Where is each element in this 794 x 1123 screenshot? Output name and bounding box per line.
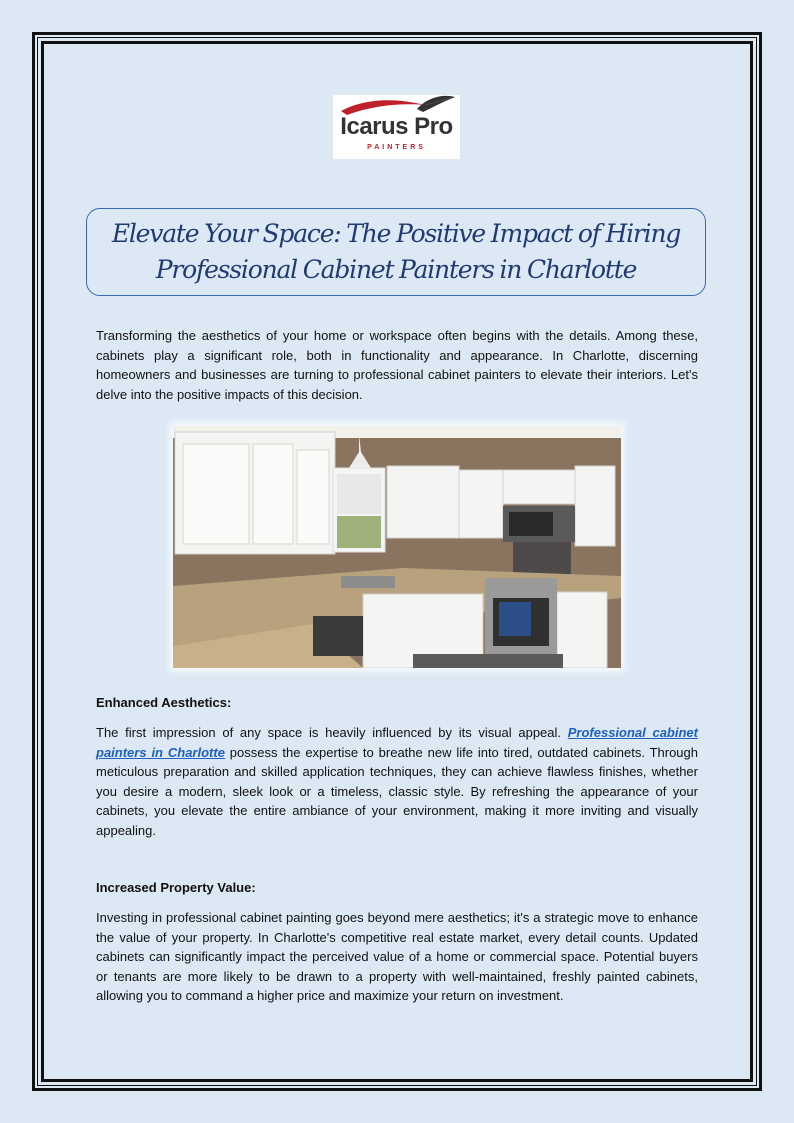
intro-paragraph: Transforming the aesthetics of your home or workspace often begins with the details. Among these, cabinets play a significant role, both in functionality and appearance. In Charlotte, discerning homeowners and businesses are turning to professional cabinet painters to elevate their interiors. Let's delve into the positive impacts of this decision. [96,328,698,402]
section-paragraph-property-value: Investing in professional cabinet painting goes beyond mere aesthetics; it's a strategic move to enhance the value of your property. In Charlotte's competitive real estate market, every detail counts. Updated cabinets can significantly impact the perceived value of a home or commercial space. Potential buyers or tenants are more likely to be drawn to a property with well-maintained, freshly painted cabinets, allowing you to command a higher price and maximize your return on investment. [96,910,698,1003]
professional-cabinet-painters-link[interactable]: Professional cabinet painters in Charlotte [96,725,698,760]
logo-subtitle: PAINTERS [367,144,426,151]
kitchen-cabinets-photo [173,426,621,668]
page-title-line2: Professional Cabinet Painters in Charlotte [155,255,637,284]
section1-text-after: possess the expertise to breathe new life into tired, outdated cabinets. Through meticulous preparation and skilled application techniques, they can achieve flawless finishes, whether you desire a modern, sleek look or a timeless, classic style. By refreshing the appearance of your cabinets, you elevate the entire ambiance of your environment, making it more inviting and visually appealing. [96,744,698,838]
logo-wordmark: Icarus Pro [340,113,453,140]
section1-text-before: The first impression of any space is heavily influenced by its visual appeal. [96,725,568,740]
icarus-pro-logo [333,95,460,159]
section-heading-property-value: Increased Property Value: [96,880,256,895]
page-title-line1: Elevate Your Space: The Positive Impact of Hiring [111,219,681,248]
section-heading-aesthetics: Enhanced Aesthetics: [96,695,232,710]
page-title [112,216,680,288]
section-paragraph-aesthetics [96,723,698,840]
title-box [86,208,706,296]
